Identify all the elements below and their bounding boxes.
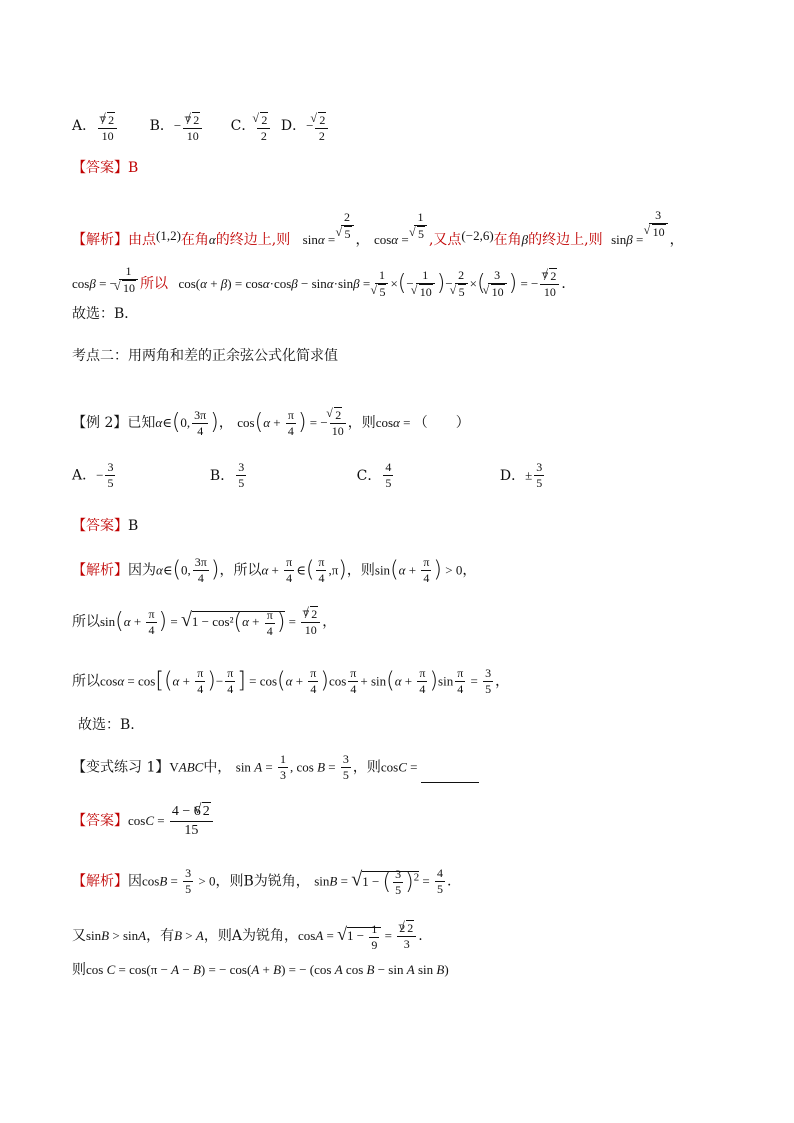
text: 又	[72, 928, 86, 944]
text: ，则	[346, 562, 375, 579]
text: ，则A为锐角，	[203, 928, 298, 944]
text: ，有	[146, 928, 175, 944]
option-d-label: D．	[499, 467, 526, 484]
answer-value: B	[128, 518, 139, 534]
text: 因	[128, 873, 142, 890]
example2-analysis-line3: 所以cosα = cos[(α + $\frac{\pi}{4}$ )− $\frac{\pi}{4}$ ] = cos(α + $\frac{\pi}{4}$ )cos $\frac{\pi}{4}$ + sin(α + $\frac{\pi}{4}$ )sin $\frac{\pi}{4}$ = $\frac{3}{5}$ ，	[72, 666, 510, 696]
example2-analysis-line2: 所以sin(α + $\frac{\pi}{4}$ ) = √1 − cos²(α + $\frac{\pi}{4}$ ) = $\frac{7√ 2}{10}$ ，	[72, 606, 336, 639]
text: 所以	[72, 614, 100, 630]
variant-tag: 【变式练习 1】	[72, 759, 170, 776]
text: 在角	[180, 232, 209, 248]
point-1: (1,2)	[156, 228, 181, 243]
q1-analysis-line2: cosβ = − 1 √ 10 所以 cos(α + β) = cosα·cosβ − sinα·sinβ = 1 √ 5 ×(− 1 √ 10 )− 2 √ 5 ×( 3 √ 10 ) = − $\frac{7√ 2}{10}$ ．	[72, 264, 575, 300]
text: ，所以	[219, 562, 262, 579]
answer-value: B	[128, 160, 139, 176]
option-a-label: A．	[72, 467, 97, 484]
option-b-label: B．	[209, 467, 235, 484]
text: 的终边上,则	[215, 232, 291, 248]
variant1-question: 【变式练习 1】VABC中， sin A = $\frac{1}{3}$ , cos B = $\frac{3}{5}$ ，则cosC =	[72, 752, 479, 783]
example2-conclusion: 故选：B.	[78, 717, 135, 733]
q1-answer	[72, 158, 138, 178]
q1-options: A． $\frac{7√ 2}{10}$ B．− $\frac{7√ 2}{10}$ C． √ $\frac{2}{2}$ D．− √ $\frac{2}{2}$	[72, 112, 330, 144]
text: ，则	[347, 415, 376, 431]
variant1-answer: 【答案】cosC = $\frac{4 - 6√ 2}{15}$	[72, 802, 215, 840]
option-d-label: D．	[280, 118, 307, 134]
option-c-label: C．	[356, 467, 382, 484]
option-a-label: A．	[72, 118, 97, 134]
text: ，则B为锐角，	[215, 873, 310, 890]
q1-analysis-line1: 【解析】由点(1,2)在角α的终边上,则 sinα = 2 √ 5 ， cosα = 1 √ 5 ,又点(−2,6)在角β的终边上,则 sinβ = 3 √ 10 ，	[72, 208, 684, 250]
text: 在角	[493, 232, 522, 248]
example2-question: 【例 2】已知α∈(0, $\frac{3\pi}{4}$ )， cos(α + $\frac{\pi}{4}$ ) = − √ $\frac{2}{10}$ ，则cosα = （ ）	[72, 407, 470, 439]
analysis-tag: 【解析】	[72, 232, 128, 248]
point-2: (−2,6)	[461, 228, 494, 243]
option-c-label: C．	[230, 118, 256, 134]
text: 所以	[140, 276, 168, 292]
variant1-analysis-line3: 则cos C = cos(π − A − B) = − cos(A + B) = − (cos A cos B − sin A sin B)	[72, 962, 449, 978]
variant1-analysis-line1: 【解析】因cosB = $\frac{3}{5}$ > 0，则B为锐角， sinB = √1 − ( $\frac{3}{5}$ )$^2$ = $\frac{4}{5}$ .	[72, 866, 452, 898]
answer-tag: 【答案】	[72, 518, 128, 534]
answer-tag: 【答案】	[72, 160, 128, 176]
text: 由点	[128, 232, 156, 248]
example2-analysis-line1: 【解析】因为α∈(0, $\frac{3\pi}{4}$ )，所以α + $\frac{\pi}{4}$ ∈( $\frac{\pi}{4}$ ,π)，则sin(α + $\frac{\pi}{4}$ ) > 0，	[72, 555, 477, 585]
q1-conclusion: 故选：B．	[72, 306, 139, 322]
answer-blank: （ ）	[413, 415, 470, 431]
example2-answer	[72, 516, 138, 536]
option-b-label: B．	[149, 118, 174, 134]
section-title: 考点二：用两角和差的正余弦公式化简求值	[72, 348, 338, 364]
answer-tag: 【答案】	[72, 813, 128, 829]
text: 因为	[128, 562, 156, 579]
example-tag: 【例 2】	[72, 415, 128, 431]
text: 中，	[203, 759, 232, 776]
text: 所以	[72, 673, 100, 690]
answer-blank	[421, 768, 479, 783]
text: 的终边上,则	[528, 232, 603, 248]
example2-options: A．− $\frac{3}{5}$ B． $\frac{3}{5}$ C． $\frac{4}{5}$ D．± $\frac{3}{5}$	[72, 460, 543, 490]
text: 又点	[433, 232, 462, 248]
text: 则	[72, 962, 86, 978]
variant1-analysis-line2: 又sinB > sinA，有B > A，则A为锐角，cosA = √1 − $\frac{1}{9}$ = $\frac{2√ 2}{3}$ .	[72, 920, 423, 953]
analysis-tag: 【解析】	[72, 562, 128, 579]
text: 已知	[127, 415, 156, 431]
triangle-name: ABC	[178, 759, 204, 775]
analysis-tag: 【解析】	[72, 873, 128, 890]
text: ，则	[352, 759, 381, 776]
